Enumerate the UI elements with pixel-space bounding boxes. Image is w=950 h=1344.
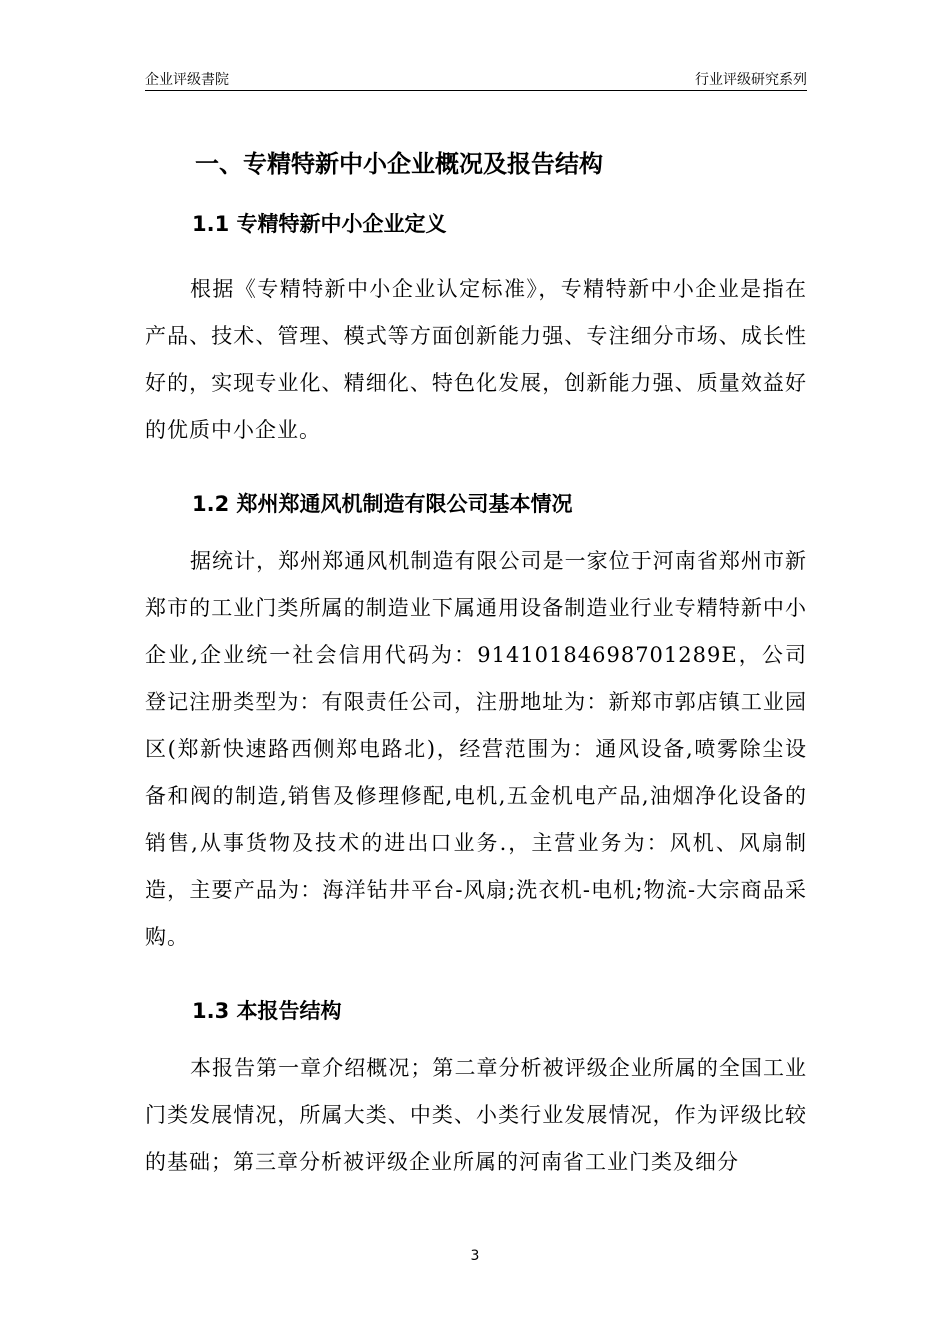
section-heading-1-1: 1.1 专精特新中小企业定义 — [192, 212, 447, 236]
section-heading-1-3: 1.3 本报告结构 — [192, 999, 342, 1023]
document-body — [145, 140, 807, 1186]
header-left-text: 企业评级書院 — [145, 72, 229, 88]
chapter-title: 一、专精特新中小企业概况及报告结构 — [195, 150, 603, 178]
section-heading-1-2: 1.2 郑州郑通风机制造有限公司基本情况 — [192, 492, 573, 516]
section-paragraph-1-3: 本报告第一章介绍概况；第二章分析被评级企业所属的全国工业门类发展情况，所属大类、中类、小类行业发展情况，作为评级比较的基础；第三章分析被评级企业所属的河南省工业门类及细分 — [145, 1056, 807, 1174]
page-number: 3 — [470, 1248, 480, 1264]
page-header — [145, 66, 807, 91]
section-paragraph-1-1: 根据《专精特新中小企业认定标准》，专精特新中小企业是指在产品、技术、管理、模式等方面创新能力强、专注细分市场、成长性好的，实现专业化、精细化、特色化发展，创新能力强、质量效益好的优质中小企业。 — [145, 277, 807, 442]
section-paragraph-1-2: 据统计，郑州郑通风机制造有限公司是一家位于河南省郑州市新郑市的工业门类所属的制造业下属通用设备制造业行业专精特新中小企业,企业统一社会信用代码为：91410184698701289E，公司登记注册类型为：有限责任公司，注册地址为：新郑市郭店镇工业园区(郑新快速路西侧郑电路北)，经营范围为：通风设备,喷雾除尘设备和阀的制造,销售及修理修配,电机,五金机电产品,油烟净化设备的销售,从事货物及技术的进出口业务.，主营业务为：风机、风扇制造，主要产品为：海洋钻井平台-风扇;洗衣机-电机;物流-大宗商品采购。 — [145, 549, 807, 949]
header-right-text: 行业评级研究系列 — [695, 72, 807, 88]
